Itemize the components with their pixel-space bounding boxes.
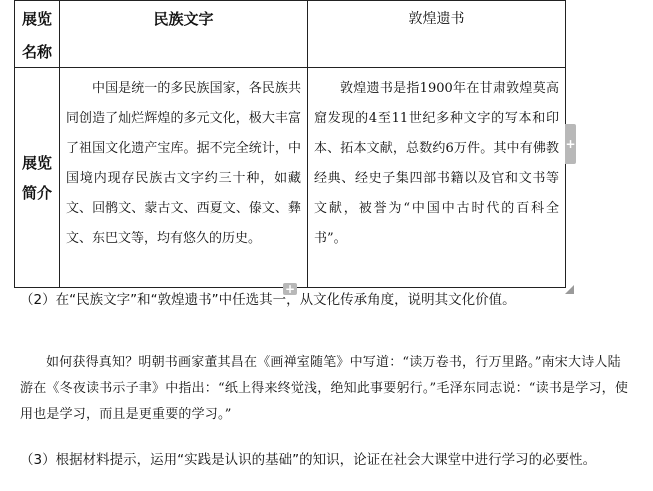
ethnic-scripts-intro: 中国是统一的多民族国家，各民族共同创造了灿烂辉煌的多元文化，极大丰富了祖国文化遗产宝库。据不完全统计，中国境内现存民族古文字约三十种，如藏文、回鹘文、蒙古文、西夏文、傣文、彝文、东巴文等，均有悠久的历史。 — [66, 81, 301, 246]
row-label-line1: 展览 — [21, 153, 52, 172]
add-row-plus-icon[interactable]: + — [284, 282, 296, 296]
question-3: （3）根据材料提示，运用“实践是认识的基础”的知识，论证在社会大课堂中进行学习的必要性。 — [20, 452, 597, 468]
header-col-a-cell[interactable] — [60, 1, 308, 68]
dunhuang-intro: 敦煌遗书是指1900年在甘肃敦煌莫高窟发现的4至11世纪多种文字的写本和印本、拓本文献，总数约6万件。其中有佛教经典、经史子集四部书籍以及官和文书等文献，被誉为“中国中古时代的百科全书”。 — [314, 81, 559, 246]
material-quote: 如何获得真知？明朝书画家董其昌在《画禅室随笔》中写道：“读万卷书，行万里路。”南宋大诗人陆游在《冬夜读书示子聿》中指出：“纸上得来终觉浅，绝知此事要躬行。”毛泽东同志说：“读书是学习，使用也是学习，而且是更重要的学习。” — [20, 355, 629, 422]
header-col-a: 民族文字 — [153, 10, 214, 28]
ethnic-scripts-intro-cell[interactable] — [60, 68, 308, 288]
header-col-b: 敦煌遗书 — [408, 11, 465, 27]
header-label-line1: 展览 — [21, 10, 52, 28]
header-col-b-cell[interactable] — [308, 1, 566, 68]
add-column-plus-icon[interactable]: + — [565, 124, 576, 164]
table-header-row — [15, 1, 566, 68]
exhibition-table — [14, 0, 566, 288]
table-content-row — [15, 68, 566, 288]
row-label-line2: 简介 — [21, 183, 52, 202]
question-2: （2）在“民族文字”和“敦煌遗书”中任选其一，从文化传承角度，说明其文化价值。 — [20, 292, 516, 308]
header-label-cell[interactable] — [15, 1, 60, 68]
table-resize-handle-icon[interactable] — [565, 285, 574, 294]
row-label-cell[interactable] — [15, 68, 60, 288]
header-label-line2: 名称 — [21, 43, 52, 61]
dunhuang-intro-cell[interactable] — [308, 68, 566, 288]
